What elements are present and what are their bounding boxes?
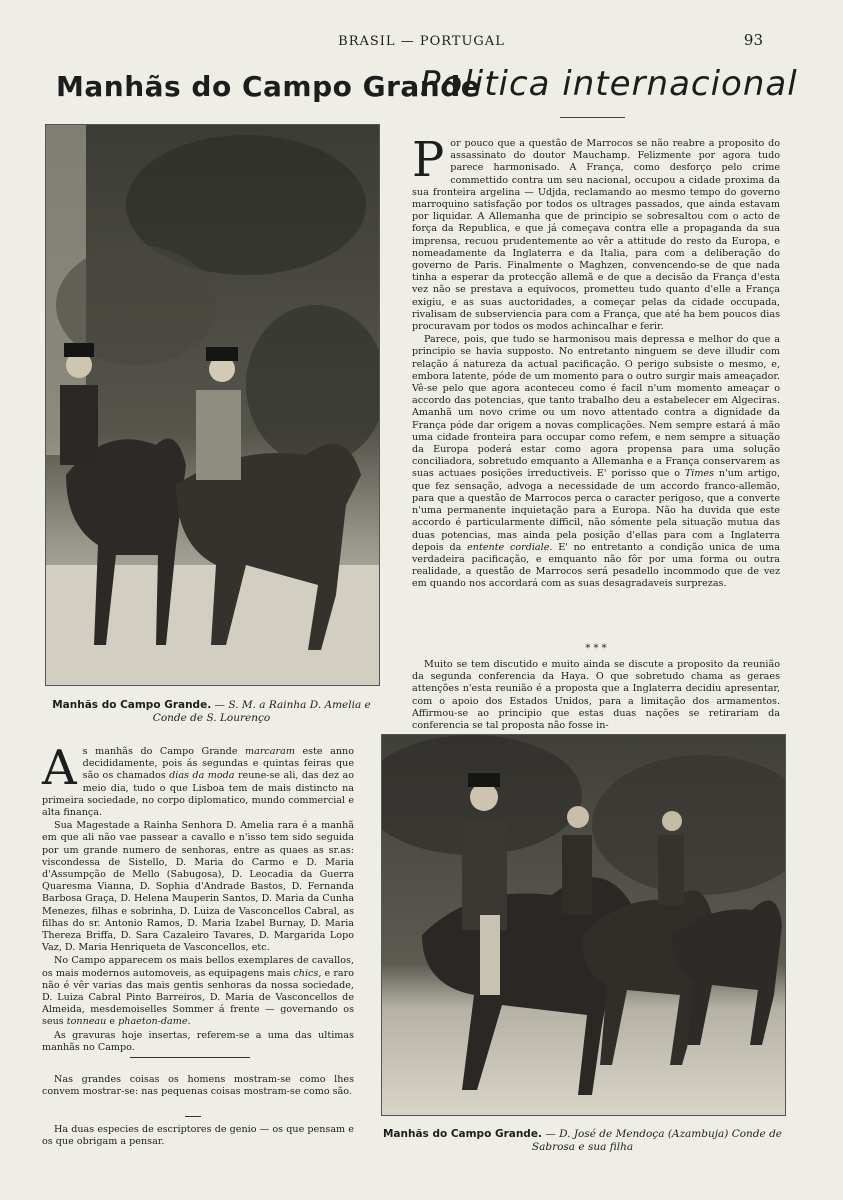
phaeton-italic: phaeton-dame bbox=[118, 1016, 188, 1028]
manhas-article bbox=[42, 740, 354, 1055]
separator-rule bbox=[130, 1057, 250, 1058]
separator-short bbox=[185, 1116, 201, 1117]
section-stars: * * * bbox=[585, 643, 607, 654]
politica-p2c: . E' no entretanto a condição unica de uma verdadeira pacificação, e emquanto não fôr por uma forma ou outra realidade, a questão de Marrocos será pesadello incommodo que de vez em quando nos accordará com as suas desagradaveis surprezas. bbox=[412, 541, 780, 590]
politica-article-continued bbox=[412, 638, 780, 733]
caption-text-2: — D. José de Mendoça (Azambuja) Conde de Sabrosa e sua filha bbox=[531, 1128, 783, 1153]
manhas-paragraph-4: As gravuras hoje insertas, referem-se a uma das ultimas manhãs no Campo. bbox=[42, 1029, 354, 1053]
chics-italic: chics bbox=[293, 967, 319, 979]
dias-moda-italic: dias da moda bbox=[169, 770, 235, 782]
politica-paragraph-1 bbox=[412, 132, 780, 333]
manhas-p3a: No Campo apparecem os mais bellos exemplares de cavallos, os mais modernos automoveis, as equipagens mais bbox=[42, 955, 354, 979]
politica-article bbox=[412, 132, 781, 592]
heading-rule bbox=[560, 117, 625, 118]
caption-text: — S. M. a Rainha D. Amelia e Conde de S. Lourenço bbox=[152, 699, 371, 724]
caption-lead: Manhãs do Campo Grande. bbox=[52, 699, 212, 711]
dropcap-a: A bbox=[42, 740, 77, 796]
manhas-p1c: reune-se ali, das dez ao meio dia, tudo o que Lisboa tem de mais distincto na primeira sociedade, no corpo diplomatico, mundo commercial e alta finança. bbox=[42, 770, 354, 819]
caption-photo2 bbox=[381, 1128, 784, 1154]
running-title: BRASIL — PORTUGAL bbox=[338, 34, 505, 49]
heading-manhas: Manhãs do Campo Grande bbox=[56, 70, 481, 103]
times-italic: Times bbox=[684, 468, 715, 480]
manhas-paragraph-2: Sua Magestade a Rainha Senhora D. Amelia rara é a manhã em que ali não vae passear a cavallo e n'isso tem sido seguida por um grande numero de senhoras, entre as quaes as sr.as: viscondessa de Sistello, D. Maria do Carmo e D. Maria d'Assumpção de Mello (Sabugosa), D. Leocadia da Guerra Quaresma Vianna, D. Sophia d'Andrade Bastos, D. Fernanda Barbosa Graça, D. Helena Mauperin Santos, D. Maria da Cunha Menezes, filhas e sobrinha, D. Luiza de Vasconcellos Cabral, as filhas do sr. Antonio Ramos, D. Maria Izabel Burnay, D. Maria Thereza Briffa, D. Sara Cazaleiro Tavares, D. Margarida Lopo Vaz, D. Maria Henriqueta de Vasconcellos, etc. bbox=[42, 820, 354, 954]
tonneau-italic: tonneau bbox=[66, 1016, 107, 1028]
politica-p2b: n'um artigo, que fez sensação, advoga a necessidade de um accordo franco-allemão, para que a questão de Marrocos perca o caracter perigoso, que a converte n'uma permanente inquietação para a Europa. Não ha duvida que este accordo é particularmente difficil, não sómente pela situação mutua das duas potencias, mas ainda pela posição d'ellas para com a Inglaterra depois da bbox=[412, 468, 781, 553]
caption-photo1 bbox=[45, 699, 378, 725]
politica-p1-text: or pouco que a questão de Marrocos se não reabre a proposito do assassinato do doutor Mauchamp. Felizmente por agora tudo parece harmonisado. A França, como desforço pelo crime commettido contra um seu nacional, occupou a cidade proxima da sua fronteira argelina — Udjda, reclamando ao mesmo tempo do governo marroquino satisfação por todos os ultrages passados, que ainda estavam por liquidar. A Allemanha que de principio se sobresaltou com o acto de força da Republica, e que já começava contra elle a propaganda da sua imprensa, recuou prudentemente ao vêr a attitude do resto da Europa, e nomeadamente da Inglaterra e da Italia, para com a deliberação do governo de Paris. Finalmente o Maghzen, convencendo-se de que nada tinha a esperar da protecção allemã e de que a decisão da França d'esta vez não se prestava a equivocos, prometteu tudo quanto d'elle a França exigiu, e as suas auctoridades, a começar pelas da cidade occupada, rivalisam de subserviencia para com a França, que até ha bem poucos dias procuravam por todos os modos achincalhar e ferir. bbox=[412, 138, 780, 333]
entente-italic: entente cordiale bbox=[467, 541, 550, 553]
manhas-p3c: e bbox=[106, 1016, 119, 1028]
manhas-paragraph-3 bbox=[42, 955, 354, 1028]
maxim-1 bbox=[42, 1074, 354, 1098]
marcaram-italic: marcaram bbox=[245, 746, 295, 757]
caption-lead-2: Manhãs do Campo Grande. bbox=[382, 1128, 542, 1140]
photo-mendoca-sabrosa bbox=[381, 734, 786, 1116]
politica-p2a: Parece, pois, que tudo se harmonisou mais depressa e melhor do que a principio se havia supposto. No entretanto ninguem se deve illudir com relação á natureza da actual pacificação. O perigo subsiste o mesmo, e, embora latente, póde de um momento para o outro surgir mais ameaçador. Vê-se pelo que agora aconteceu como é facil n'um momento ameaçar o accordo das potencias, que tanto trabalho deu a estabelecer em Algeciras. Amanhã um novo crime ou um novo attentado contra a dignidade da França póde dar origem a novas complicações. Nem sempre estará á mão uma cidade fronteira para occupar como refem, e nem sempre a situação da Europa poderá estar como agora propensa para uma solução conciliadora, sobretudo emquanto a Allemanha e a França conservarem as suas actuaes posições irreductiveis. E' porisso que o bbox=[412, 334, 780, 480]
photo-rainha-amelia bbox=[45, 124, 380, 686]
maxim-1-text: Nas grandes coisas os homens mostram-se como lhes convem mostrar-se: nas pequenas coisas mostram-se como são. bbox=[42, 1074, 354, 1097]
politica-paragraph-3: Muito se tem discutido e muito ainda se discute a proposito da reunião da segunda conferencia da Haya. O que sobretudo chama as geraes attenções n'esta reunião é a proposta que a Inglaterra decidiu apresentar, com o apoio dos Estados Unidos, para a limitação dos armamentos. Affirmou-se ao principio que estas duas nações se retirariam da conferencia se tal proposta não fosse in- bbox=[412, 659, 780, 732]
dropcap-p: P bbox=[412, 132, 445, 188]
manhas-p1a: s manhãs do Campo Grande bbox=[82, 746, 246, 757]
politica-paragraph-2 bbox=[412, 334, 780, 590]
manhas-paragraph-1 bbox=[42, 740, 354, 819]
maxim-2 bbox=[42, 1124, 354, 1148]
page-number: 93 bbox=[743, 31, 763, 49]
maxim-2-text: Ha duas especies de escriptores de genio — os que pensam e os que obrigam a pensar. bbox=[42, 1124, 354, 1147]
manhas-p1b: este anno decididamente, pois ás segundas e quintas feiras que são os chamados bbox=[82, 746, 354, 782]
manhas-p3d: . bbox=[187, 1016, 191, 1028]
manhas-p3b: , e raro não é vêr varias das mais gentis senhoras da nossa sociedade, D. Luiza Cabral Pinto Barreiros, D. Maria de Vasconcellos de Almeida, mesdemoiselles Sommer á frente — governando os seus bbox=[42, 967, 354, 1028]
heading-politica: Politica internacional bbox=[420, 64, 798, 104]
